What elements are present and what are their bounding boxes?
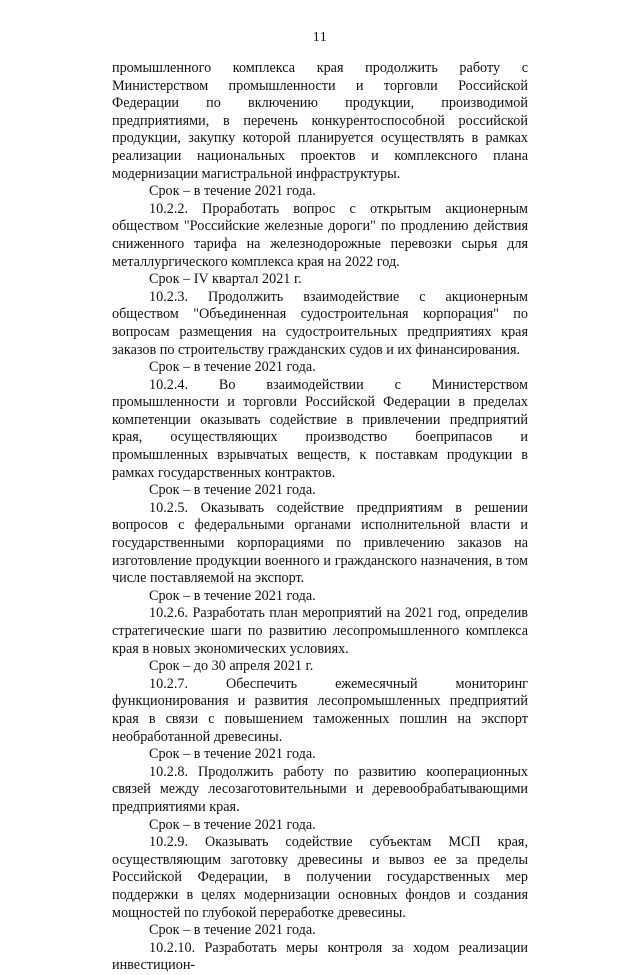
item-10-2-9: 10.2.9. Оказывать содействие субъектам МСП края, осуществляющим заготовку древесины и вывоз ее за пределы Российской Федерации, в получении государственных мер поддержки в целях модернизации основных фондов и создания мощностей по глубокой переработке древесины. xyxy=(112,834,528,921)
item-10-2-5: 10.2.5. Оказывать содействие предприятиям в решении вопросов с федеральными органами исполнительной власти и государственными корпорациями по привлечению заказов на изготовление продукции военного и гражданского назначения, в том числе поставляемой на экспорт. xyxy=(112,499,528,587)
item-10-2-6: 10.2.6. Разработать план мероприятий на 2021 год, определив стратегические шаги по развитию лесопромышленного комплекса края в новых экономических условиях. xyxy=(112,605,528,657)
deadline-line: Срок – в течение 2021 года. xyxy=(149,183,316,200)
page-number: 11 xyxy=(312,30,328,45)
deadline-line: Срок – в течение 2021 года. xyxy=(149,482,316,499)
item-10-2-2: 10.2.2. Проработать вопрос с открытым акционерным обществом "Российские железные дороги" по продлению действия сниженного тарифа на железнодорожные перевозки сырья для металлургического комплекса края на 2022 год. xyxy=(112,200,528,270)
item-10-2-10: 10.2.10. Разработать меры контроля за ходом реализации инвестицион- xyxy=(112,939,528,974)
deadline-line: Срок – IV квартал 2021 г. xyxy=(149,271,302,288)
deadline-line: Срок – в течение 2021 года. xyxy=(149,359,316,376)
deadline-line: Срок – в течение 2021 года. xyxy=(149,587,316,604)
item-10-2-7: 10.2.7. Обеспечить ежемесячный мониторинг функционирования и развития лесопромышленных предприятий края в связи с повышением таможенных пошлин на экспорт необработанной древесины. xyxy=(112,675,528,745)
deadline-line: Срок – в течение 2021 года. xyxy=(149,816,316,833)
deadline-line: Срок – до 30 апреля 2021 г. xyxy=(149,658,314,675)
deadline-line: Срок – в течение 2021 года. xyxy=(149,922,316,939)
item-10-2-4: 10.2.4. Во взаимодействии с Министерством промышленности и торговли Российской Федерации в пределах компетенции оказывать содействие в привлечении предприятий края, осуществляющих производство боеприпасов и промышленных взрывчатых веществ, к поставкам продукции в рамках государственных контрактов. xyxy=(112,376,528,481)
item-10-2-3: 10.2.3. Продолжить взаимодействие с акционерным обществом "Объединенная судостроительная корпорация" по вопросам размещения на судостроительных предприятиях края заказов по строительству гражданских судов и их финансирования. xyxy=(112,288,528,358)
document-body xyxy=(112,60,528,975)
paragraph-continuation: промышленного комплекса края продолжить работу с Министерством промышленности и торговли Российской Федерации по включению продукции, производимой предприятиями, в перечень конкурентоспособной российской продукции, закупку которой планируется осуществлять в рамках реализации национальных проектов и комплексного плана модернизации магистральной инфраструктуры. xyxy=(112,60,528,182)
deadline-line: Срок – в течение 2021 года. xyxy=(149,746,316,763)
item-10-2-8: 10.2.8. Продолжить работу по развитию кооперационных связей между лесозаготовительными и деревообрабатывающими предприятиями края. xyxy=(112,763,528,815)
